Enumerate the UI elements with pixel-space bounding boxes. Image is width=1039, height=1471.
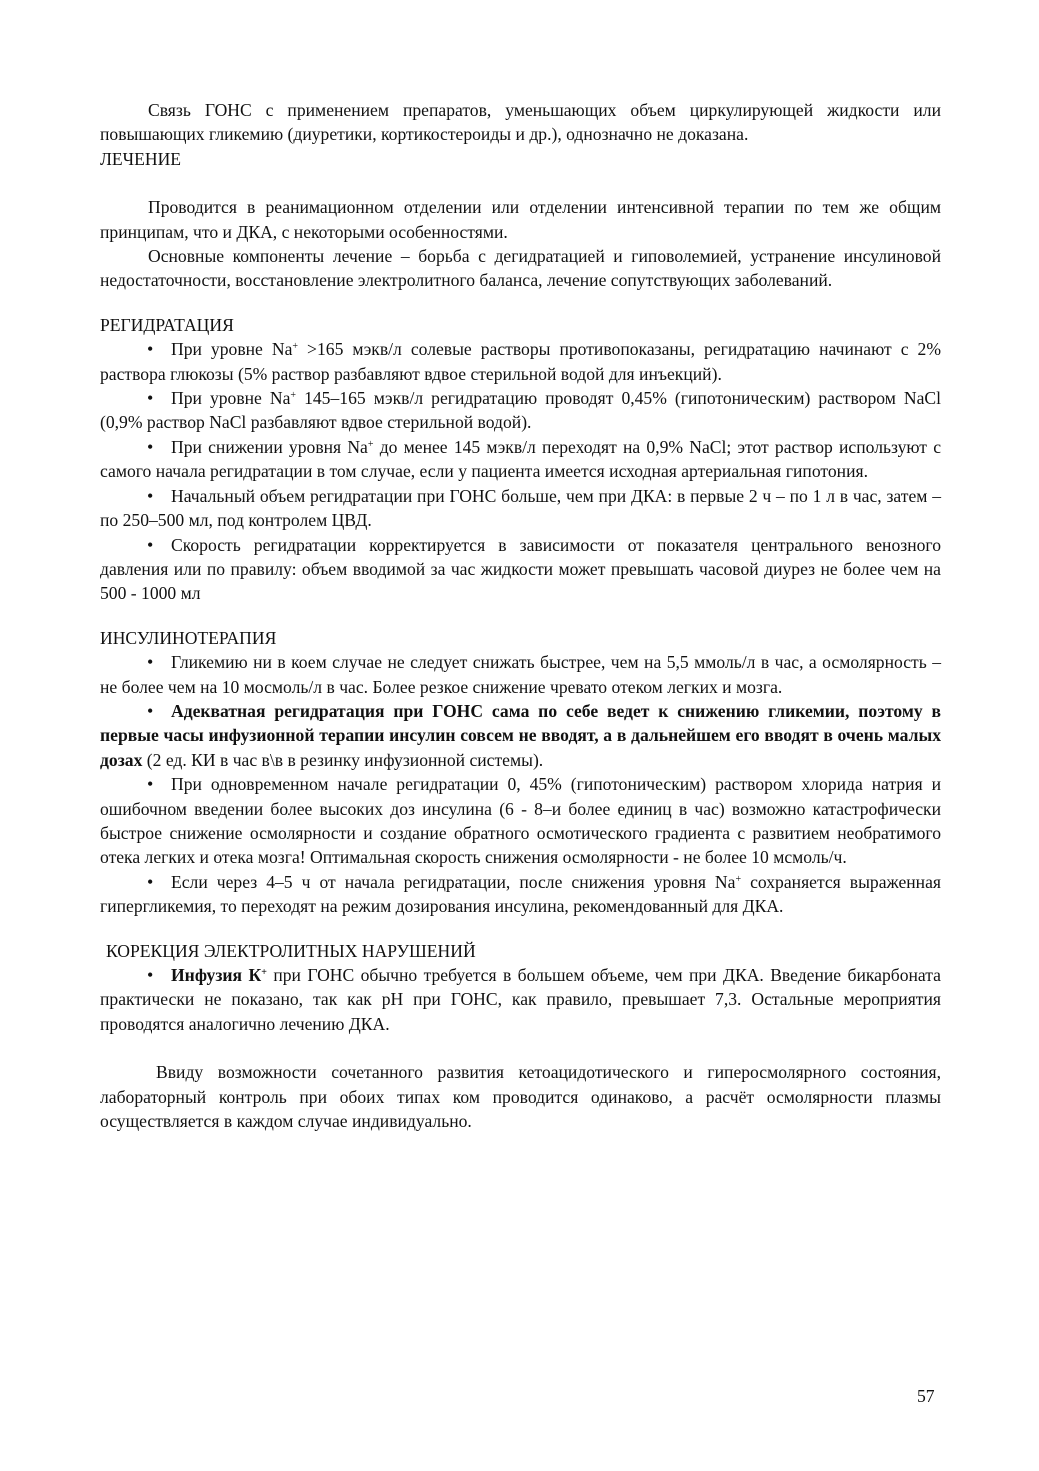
bold-text: Адекватная регидратация при ГОНС сама по себе ведет к снижению гликемии, поэтому в первые часы инфузионной терапии инсулин совсем не вводят, а в дальнейшем его вводят в очень малых дозах [100,700,941,770]
spacer [100,919,941,939]
treatment-paragraph-1: Проводится в реанимационном отделении или отделении интенсивной терапии по тем же общим принципам, что и ДКА, с некоторыми особенностями. [100,197,941,242]
superscript: + [261,967,267,978]
rehydration-bullet-3 [100,435,941,484]
rehydration-bullet-4 [100,484,941,533]
insulin-heading: ИНСУЛИНОТЕРАПИЯ [100,627,277,648]
superscript: + [367,438,374,450]
bullet-icon [147,484,171,508]
electrolytes-bullet-1 [100,963,941,1036]
insulin-bullet-3 [100,772,941,870]
conclusion-paragraph: Ввиду возможности сочетанного развития кетоацидотического и гиперосмолярного состояния, лабораторный контроль при обоих типах ком проводится одинаково, а расчёт осмолярности плазмы осуществляется в каждом случае индивидуально. [100,1062,941,1132]
bullet-text: до менее 145 мэкв/л переходят на 0,9% NaCl; этот раствор используют с самого начала регидратации в том случае, если у пациента имеется исходная артериальная гипотония. [100,436,942,482]
insulin-bullet-1 [100,650,941,699]
bullet-text: >165 мэкв/л солевые растворы противопоказаны, регидратацию начинают с 2% раствора глюкозы (5% раствор разбавляют вдвое стерильной водой для инъекций). [100,339,941,384]
insulin-bullet-4 [100,870,941,919]
electrolytes-heading: КОРЕКЦИЯ ЭЛЕКТРОЛИТНЫХ НАРУШЕНИЙ [106,940,476,961]
rehydration-bullet-2 [100,386,941,435]
bullet-text: При уровне Na [171,339,293,360]
bullet-text: при ГОНС обычно требуется в большем объеме, чем при ДКА. Введение бикарбоната практически не показано, так как pH при ГОНС, как правило, превышает 7,3. Остальные мероприятия проводятся аналогично лечению ДКА. [100,965,941,1034]
bullet-text: При снижении уровня Na [171,436,368,457]
bullet-icon [147,699,171,723]
spacer [100,1036,941,1060]
bullet-icon [147,337,171,361]
rehydration-heading: РЕГИДРАТАЦИЯ [100,314,234,335]
bold-text: Инфузия К [171,965,262,985]
document-page [100,98,941,1133]
bullet-text: (2 ед. КИ в час в\в в резинку инфузионной системы). [142,749,544,770]
rehydration-bullet-5 [100,533,941,606]
insulin-bullet-2 [100,699,941,772]
rehydration-bullet-1 [100,337,941,386]
spacer [100,171,941,195]
bullet-icon [147,870,171,894]
bullet-text: Начальный объем регидратации при ГОНС больше, чем при ДКА: в первые 2 ч – по 1 л в час, затем – по 250–500 мл, под контролем ЦВД. [100,485,941,531]
treatment-paragraph-2: Основные компоненты лечение – борьба с дегидратацией и гиповолемией, устранение инсулиновой недостаточности, восстановление электролитного баланса, лечение сопутствующих заболеваний. [100,246,941,291]
bullet-icon [147,435,171,459]
bullet-text: Скорость регидратации корректируется в зависимости от показателя центрального венозного давления или по правилу: объем вводимой за час жидкости может превышать часовой диурез не более чем на 500 - 1000 мл [100,534,941,604]
bullet-icon [147,386,171,410]
intro-paragraph: Связь ГОНС с применением препаратов, уменьшающих объем циркулирующей жидкости или повышающих гликемию (диуретики, кортикостероиды и др.), однозначно не доказана. [100,100,941,145]
bullet-text: Если через 4–5 ч от начала регидратации, после снижения уровня Na [171,871,736,892]
bullet-text: 145–165 мэкв/л регидратацию проводят 0,45% (гипотоническим) раствором NaCl (0,9% раствор NaCl разбавляют вдвое стерильной водой). [100,388,941,433]
superscript: + [735,873,742,885]
bullet-icon [147,772,171,796]
bullet-text: Гликемию ни в коем случае не следует снижать быстрее, чем на 5,5 ммоль/л в час, а осмолярность – не более чем на 10 мосмоль/л в час. Более резкое снижение чревато отеком легких и мозга. [100,652,941,697]
bullet-icon [147,533,171,557]
treatment-heading: ЛЕЧЕНИЕ [100,148,182,169]
page-number: 57 [917,1386,935,1406]
superscript: + [290,390,297,402]
bullet-icon [147,650,171,674]
spacer [100,293,941,313]
bullet-icon [147,963,171,987]
bullet-text: сохраняется выраженная гипергликемия, то переходят на режим дозирования инсулина, рекомендованный для ДКА. [100,871,941,917]
bullet-text: При одновременном начале регидратации 0, 45% (гипотоническим) раствором хлорида натрия и ошибочном введении более высоких доз инсулина (6 - 8–и более единиц в час) возможно катастрофически быстрое снижение осмолярности и создание обратного осмотического градиента с развитием необратимого отека легких и отека мозга! Оптимальная скорость снижения осмолярности - не более 10 мсмоль/ч. [100,774,941,868]
bullet-text: При уровне Na [171,388,291,409]
spacer [100,606,941,626]
superscript: + [292,341,299,353]
